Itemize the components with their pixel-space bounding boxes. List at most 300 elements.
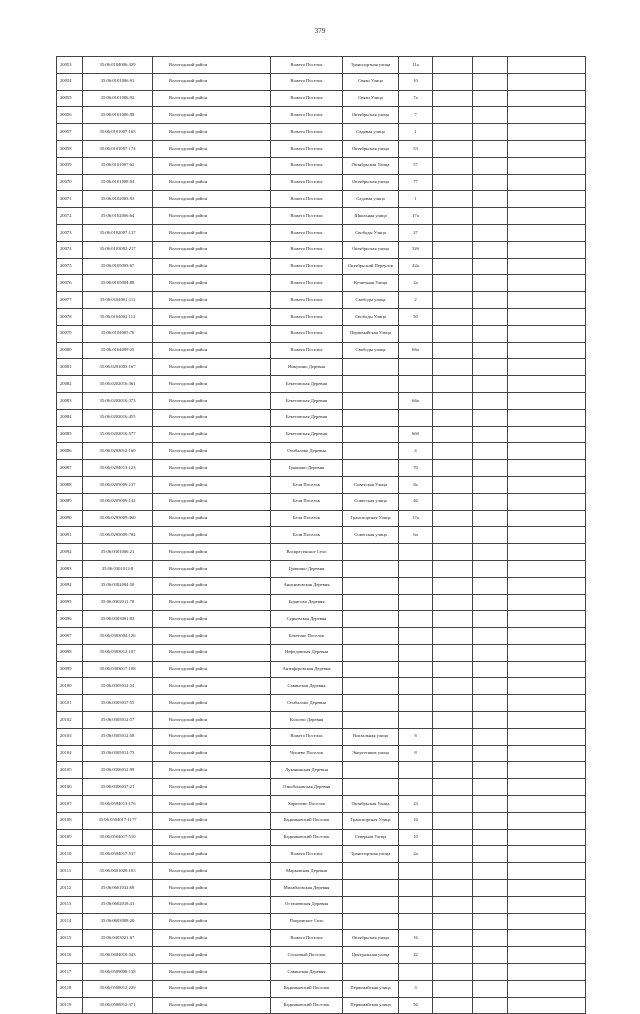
table-cell: Вологодский район: [153, 762, 271, 779]
table-cell: Вожега Поселок: [271, 57, 343, 74]
table-cell: 20116: [57, 947, 83, 964]
table-cell: 20075: [57, 258, 83, 275]
table-cell: [508, 409, 586, 426]
table-cell: Кузнечная Улица: [343, 275, 399, 292]
table-cell: Бели Поселок: [271, 510, 343, 527]
table-cell: Школьная улица: [343, 208, 399, 225]
table-cell: 10: [399, 73, 433, 90]
table-row: [57, 57, 586, 74]
table-cell: [508, 342, 586, 359]
table-cell: Вологодский район: [153, 611, 271, 628]
table-cell: [343, 964, 399, 981]
table-cell: 35:06:0101006:92: [83, 90, 153, 107]
table-cell: [508, 947, 586, 964]
table-cell: [473, 224, 508, 241]
table-cell: [433, 560, 473, 577]
table-cell: Вологодский район: [153, 224, 271, 241]
table-cell: Бели Поселок: [271, 527, 343, 544]
table-cell: 35:06:0602018:41: [83, 896, 153, 913]
table-cell: 20058: [57, 140, 83, 157]
table-cell: [508, 661, 586, 678]
table-cell: [343, 460, 399, 477]
table-cell: 20095: [57, 594, 83, 611]
table-cell: Вожега Поселок: [271, 107, 343, 124]
table-cell: [343, 359, 399, 376]
table-row: [57, 863, 586, 880]
table-cell: 20119: [57, 997, 83, 1014]
table-cell: 35:06:0104002:112: [83, 308, 153, 325]
table-cell: [508, 258, 586, 275]
table-cell: [473, 947, 508, 964]
table-cell: 35:06:0305012:58: [83, 728, 153, 745]
table-row: [57, 174, 586, 191]
table-cell: Вологодский район: [153, 644, 271, 661]
table-cell: Вологодский район: [153, 980, 271, 997]
table-cell: Бекетовская Деревня: [271, 409, 343, 426]
table-cell: 2а: [399, 275, 433, 292]
table-cell: 35:06:0305012:57: [83, 712, 153, 729]
table-cell: Вологодский район: [153, 880, 271, 897]
table-cell: 20111: [57, 863, 83, 880]
table-row: [57, 140, 586, 157]
table-cell: Вологодский район: [153, 308, 271, 325]
table-cell: [508, 426, 586, 443]
table-cell: [343, 712, 399, 729]
table-row: [57, 90, 586, 107]
table-row: [57, 308, 586, 325]
table-cell: [433, 376, 473, 393]
table-row: [57, 712, 586, 729]
table-cell: 35:06:0105003:67: [83, 258, 153, 275]
table-cell: [473, 762, 508, 779]
table-cell: Борисово Деревня: [271, 594, 343, 611]
table-cell: 35:06:0302004:50: [83, 577, 153, 594]
table-cell: [473, 174, 508, 191]
table-row: [57, 443, 586, 460]
table-cell: [433, 157, 473, 174]
table-cell: [433, 342, 473, 359]
table-cell: Вологодский район: [153, 57, 271, 74]
table-row: [57, 359, 586, 376]
table-cell: [508, 846, 586, 863]
table-row: [57, 392, 586, 409]
table-cell: 35:06:0504013:176: [83, 796, 153, 813]
table-cell: Вологодский район: [153, 292, 271, 309]
table-cell: [508, 510, 586, 527]
table-cell: 20092: [57, 544, 83, 561]
table-cell: [343, 443, 399, 460]
table-cell: 20083: [57, 392, 83, 409]
table-cell: [399, 644, 433, 661]
table-cell: [473, 964, 508, 981]
table-cell: 35:06:0202016:455: [83, 409, 153, 426]
table-cell: [433, 644, 473, 661]
table-row: [57, 325, 586, 342]
table-cell: [433, 880, 473, 897]
table-cell: 20090: [57, 510, 83, 527]
table-cell: [343, 644, 399, 661]
table-cell: [399, 762, 433, 779]
table-cell: Вологодский район: [153, 191, 271, 208]
table-cell: Нефедовская Деревня: [271, 644, 343, 661]
table-row: [57, 208, 586, 225]
table-cell: [433, 174, 473, 191]
table-cell: 35:06:0205009:782: [83, 527, 153, 544]
table-cell: [399, 594, 433, 611]
table-cell: 20098: [57, 644, 83, 661]
table-cell: 35:06:0102006:64: [83, 208, 153, 225]
table-cell: Вологодский район: [153, 443, 271, 460]
table-cell: 35:06:0101006:98: [83, 107, 153, 124]
table-cell: [508, 594, 586, 611]
table-cell: Вологодский район: [153, 913, 271, 930]
table-cell: 35:06:0205009:460: [83, 510, 153, 527]
table-cell: Вологодский район: [153, 476, 271, 493]
table-cell: Вожега Поселок: [271, 157, 343, 174]
table-cell: Садовая улица: [343, 124, 399, 141]
table-cell: [433, 611, 473, 628]
table-cell: 20086: [57, 443, 83, 460]
table-cell: Вологодский район: [153, 947, 271, 964]
table-cell: Бекетовская Деревня: [271, 426, 343, 443]
table-cell: Вологодский район: [153, 896, 271, 913]
table-cell: 23: [399, 796, 433, 813]
table-cell: 27: [399, 224, 433, 241]
table-cell: [343, 762, 399, 779]
table-cell: Вологодский район: [153, 258, 271, 275]
table-cell: 17а: [399, 510, 433, 527]
table-cell: [473, 241, 508, 258]
table-cell: 20076: [57, 275, 83, 292]
table-cell: [473, 930, 508, 947]
table-cell: [508, 157, 586, 174]
table-cell: [473, 695, 508, 712]
table-cell: Сосновый Поселок: [271, 947, 343, 964]
table-cell: 35:06:0205009:142: [83, 493, 153, 510]
table-cell: Бекетовская Деревня: [271, 376, 343, 393]
table-cell: [343, 544, 399, 561]
table-cell: 20112: [57, 880, 83, 897]
table-cell: Вожега Поселок: [271, 73, 343, 90]
table-cell: [433, 661, 473, 678]
table-cell: Кадниковский Поселок: [271, 980, 343, 997]
table-cell: [508, 728, 586, 745]
table-cell: [399, 712, 433, 729]
table-cell: Советская улица: [343, 493, 399, 510]
table-cell: Вологодский район: [153, 376, 271, 393]
table-cell: [433, 460, 473, 477]
table-cell: [433, 728, 473, 745]
table-cell: [508, 829, 586, 846]
table-cell: 35:06:0403021:67: [83, 930, 153, 947]
table-cell: 35:06:0204013:123: [83, 460, 153, 477]
table-cell: [399, 628, 433, 645]
table-row: [57, 258, 586, 275]
table-cell: 20080: [57, 342, 83, 359]
table-cell: 20109: [57, 829, 83, 846]
table-cell: Свободы улица: [343, 342, 399, 359]
table-cell: Вожега Поселок: [271, 174, 343, 191]
table-row: [57, 997, 586, 1014]
table-cell: [433, 241, 473, 258]
table-cell: 35:06:0101007:174: [83, 140, 153, 157]
table-cell: Вологодский район: [153, 712, 271, 729]
table-cell: [508, 930, 586, 947]
table-cell: 35:06:0205009:137: [83, 476, 153, 493]
table-cell: [508, 577, 586, 594]
table-cell: Чушево Поселок: [271, 745, 343, 762]
table-cell: Савинская Деревня: [271, 678, 343, 695]
table-cell: [508, 880, 586, 897]
table-cell: [473, 863, 508, 880]
table-cell: [508, 493, 586, 510]
table-cell: 20117: [57, 964, 83, 981]
table-cell: 35:06:0102007:137: [83, 224, 153, 241]
table-cell: Вожега Поселок: [271, 292, 343, 309]
table-cell: [433, 73, 473, 90]
table-row: [57, 728, 586, 745]
table-cell: [433, 426, 473, 443]
table-cell: [343, 577, 399, 594]
table-cell: Осташевская Деревня: [271, 896, 343, 913]
table-cell: [399, 913, 433, 930]
table-cell: [508, 695, 586, 712]
table-cell: [433, 275, 473, 292]
table-cell: [399, 544, 433, 561]
table-cell: [473, 796, 508, 813]
table-cell: [473, 57, 508, 74]
table-cell: Гришино Деревня: [271, 460, 343, 477]
table-cell: 20084: [57, 409, 83, 426]
table-cell: 20081: [57, 359, 83, 376]
table-cell: 35:06:0601020:103: [83, 863, 153, 880]
table-cell: [433, 258, 473, 275]
table-cell: [508, 90, 586, 107]
table-cell: [433, 594, 473, 611]
table-cell: Михайловская Деревня: [271, 880, 343, 897]
table-cell: Вологодский район: [153, 796, 271, 813]
table-cell: Вологодский район: [153, 930, 271, 947]
table-cell: [473, 712, 508, 729]
table-cell: [473, 661, 508, 678]
table-cell: [473, 644, 508, 661]
table-cell: 35:06:0303017:108: [83, 661, 153, 678]
table-cell: [433, 745, 473, 762]
table-cell: 20082: [57, 376, 83, 393]
table-cell: [473, 980, 508, 997]
table-cell: [343, 678, 399, 695]
table-cell: 35:06:0504017:537: [83, 846, 153, 863]
table-cell: 20091: [57, 527, 83, 544]
table-cell: Вологодский район: [153, 157, 271, 174]
table-cell: [433, 57, 473, 74]
table-cell: 20097: [57, 628, 83, 645]
table-cell: 20101: [57, 695, 83, 712]
table-cell: 3: [399, 980, 433, 997]
table-cell: Вологодский район: [153, 997, 271, 1014]
table-cell: [473, 476, 508, 493]
table-cell: Огибалово Деревня: [271, 695, 343, 712]
table-cell: 7а: [399, 90, 433, 107]
table-cell: Свободы улица: [343, 292, 399, 309]
table-cell: Октябрьская улица: [343, 107, 399, 124]
table-cell: [433, 308, 473, 325]
table-cell: 1: [399, 124, 433, 141]
table-cell: [508, 796, 586, 813]
table-cell: [473, 376, 508, 393]
table-cell: [473, 880, 508, 897]
table-cell: Вологодский район: [153, 426, 271, 443]
table-cell: Вожега Поселок: [271, 241, 343, 258]
table-cell: Кадниковский Поселок: [271, 829, 343, 846]
table-cell: Вологодский район: [153, 208, 271, 225]
table-cell: [508, 812, 586, 829]
table-cell: Связи Улица: [343, 73, 399, 90]
table-cell: Вологодский район: [153, 846, 271, 863]
table-cell: 57: [399, 157, 433, 174]
table-cell: [433, 997, 473, 1014]
table-cell: Связи Улица: [343, 90, 399, 107]
table-cell: [473, 594, 508, 611]
table-cell: Вологодский район: [153, 124, 271, 141]
table-row: [57, 846, 586, 863]
table-cell: 35:06:0301012:8: [83, 560, 153, 577]
table-cell: [433, 829, 473, 846]
table-cell: [433, 762, 473, 779]
table-row: [57, 409, 586, 426]
table-cell: [433, 812, 473, 829]
table-cell: 35:06:0101007:62: [83, 157, 153, 174]
table-cell: 20106: [57, 779, 83, 796]
table-cell: 66а: [399, 342, 433, 359]
table-cell: 20077: [57, 292, 83, 309]
table-row: [57, 224, 586, 241]
table-cell: Октябрьская улица: [343, 140, 399, 157]
table-cell: Огибалово Деревня: [271, 443, 343, 460]
table-row: [57, 493, 586, 510]
table-cell: [473, 275, 508, 292]
table-cell: 20113: [57, 896, 83, 913]
table-row: [57, 73, 586, 90]
table-cell: Вокзальная улица: [343, 728, 399, 745]
table-cell: [473, 308, 508, 325]
table-cell: [508, 208, 586, 225]
table-cell: [343, 628, 399, 645]
table-row: [57, 964, 586, 981]
table-cell: 20074: [57, 241, 83, 258]
table-cell: Вологодский район: [153, 678, 271, 695]
table-cell: Антифоровская Деревня: [271, 661, 343, 678]
records-table: [56, 56, 586, 1014]
table-cell: Вологодский район: [153, 577, 271, 594]
table-cell: 20088: [57, 476, 83, 493]
table-cell: [433, 779, 473, 796]
table-cell: 35:06:0601032:69: [83, 880, 153, 897]
table-cell: Воскресенское Село: [271, 544, 343, 561]
table-cell: 16: [399, 930, 433, 947]
table-cell: [473, 140, 508, 157]
table-cell: 17а: [399, 208, 433, 225]
table-cell: [508, 275, 586, 292]
table-cell: 35:06:0301006:21: [83, 544, 153, 561]
page-number: 379: [314, 27, 326, 35]
table-cell: [508, 476, 586, 493]
table-cell: [433, 527, 473, 544]
table-cell: 35:06:0303001:83: [83, 611, 153, 628]
table-cell: [399, 359, 433, 376]
table-cell: [508, 997, 586, 1014]
table-cell: 20079: [57, 325, 83, 342]
table-cell: Транспортная Улица: [343, 510, 399, 527]
table-cell: [399, 409, 433, 426]
table-cell: [433, 443, 473, 460]
table-cell: 35:06:0305012:75: [83, 745, 153, 762]
table-cell: [473, 342, 508, 359]
table-cell: Вологодский район: [153, 73, 271, 90]
table-cell: 35:06:0104009:25: [83, 342, 153, 359]
table-row: [57, 544, 586, 561]
table-cell: 22: [399, 947, 433, 964]
table-cell: [399, 779, 433, 796]
table-cell: [508, 174, 586, 191]
table-cell: 52б: [399, 241, 433, 258]
table-row: [57, 241, 586, 258]
table-cell: Харюзово Поселок: [271, 796, 343, 813]
table-row: [57, 930, 586, 947]
table-cell: [399, 964, 433, 981]
table-cell: 35:06:0102003:93: [83, 191, 153, 208]
table-cell: [399, 577, 433, 594]
table-cell: Вологодский район: [153, 661, 271, 678]
table-cell: [473, 124, 508, 141]
table-cell: [473, 779, 508, 796]
table-cell: [433, 913, 473, 930]
table-row: [57, 611, 586, 628]
table-cell: [508, 292, 586, 309]
table-cell: [433, 208, 473, 225]
table-cell: 35:06:0305012:54: [83, 678, 153, 695]
table-cell: Вологодский район: [153, 241, 271, 258]
table-cell: 77: [399, 174, 433, 191]
table-cell: 11а: [399, 57, 433, 74]
table-cell: [343, 661, 399, 678]
table-cell: 20059: [57, 157, 83, 174]
table-cell: Вологодский район: [153, 510, 271, 527]
table-cell: 35:06:0508012:371: [83, 997, 153, 1014]
table-cell: 8: [399, 728, 433, 745]
table-cell: Вожега Поселок: [271, 728, 343, 745]
table-cell: [473, 73, 508, 90]
table-cell: [433, 964, 473, 981]
table-cell: 8: [399, 745, 433, 762]
table-cell: [433, 392, 473, 409]
table-cell: [433, 325, 473, 342]
table-cell: 7: [399, 107, 433, 124]
table-cell: Бели Поселок: [271, 476, 343, 493]
table-cell: 16: [399, 812, 433, 829]
table-cell: 35:06:0303004:126: [83, 628, 153, 645]
table-cell: [473, 392, 508, 409]
table-cell: 53: [399, 140, 433, 157]
table-cell: 20094: [57, 577, 83, 594]
table-cell: Транспортная улица: [343, 57, 399, 74]
table-cell: [433, 628, 473, 645]
table-row: [57, 460, 586, 477]
table-cell: [473, 443, 508, 460]
table-cell: 66б: [399, 426, 433, 443]
table-cell: [433, 678, 473, 695]
table-cell: [508, 443, 586, 460]
